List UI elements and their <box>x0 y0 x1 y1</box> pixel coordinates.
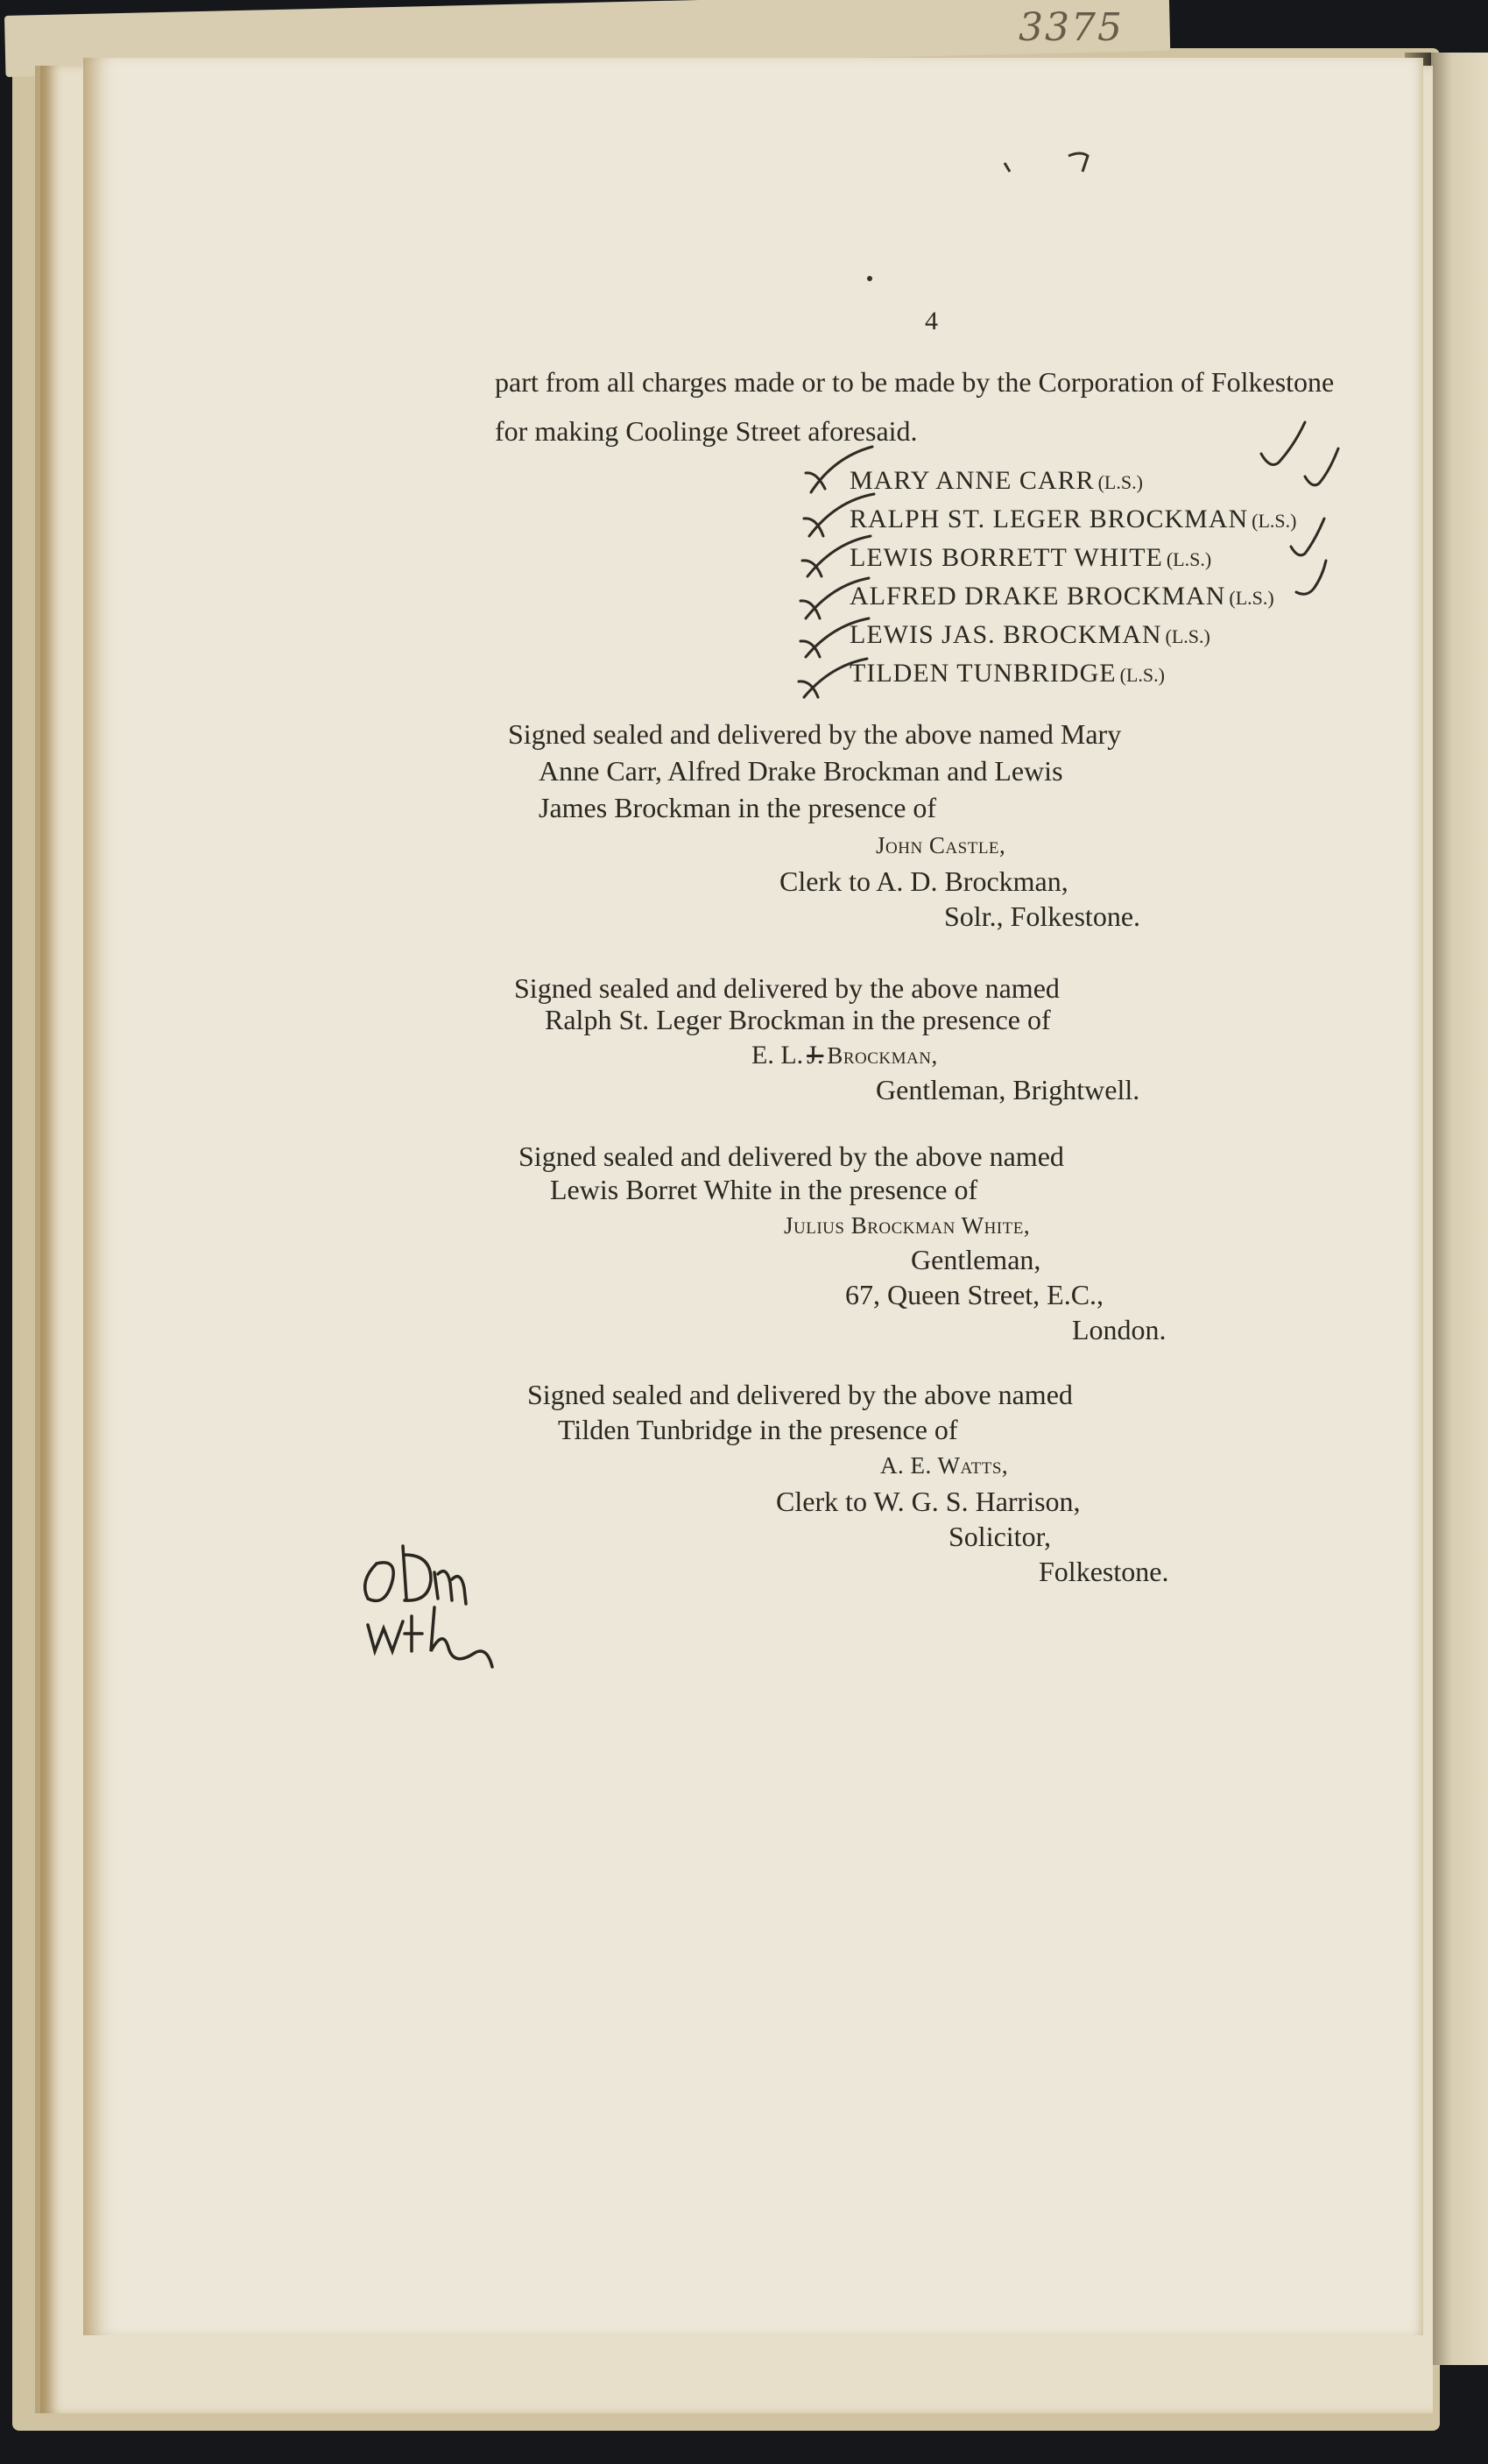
signatory-name: ALFRED DRAKE BROCKMAN <box>850 582 1226 611</box>
attestation-3-line-1: Signed sealed and delivered by the above named <box>518 1140 1064 1172</box>
opening-line-2: for making Coolinge Street aforesaid. <box>495 415 918 447</box>
seal-mark: (L.S.) <box>1229 587 1274 609</box>
attestation-4-line-1: Signed sealed and delivered by the above named <box>527 1379 1073 1410</box>
seal-mark: (L.S.) <box>1097 471 1143 493</box>
attestation-1-line-3: James Brockman in the presence of <box>539 792 937 823</box>
seal-mark: (L.S.) <box>1166 548 1212 570</box>
signatory-3 <box>850 543 1211 573</box>
attestation-3-detail-1: Gentleman, <box>911 1244 1041 1275</box>
opening-line-1: part from all charges made or to be made by the Corporation of Folkestone <box>495 366 1335 398</box>
seal-mark: (L.S.) <box>1252 510 1297 532</box>
attestation-1-line-2: Anne Carr, Alfred Drake Brockman and Lewis <box>539 755 1063 787</box>
attestation-1-line-1: Signed sealed and delivered by the above named Mary <box>508 718 1122 750</box>
attestation-1-detail-2: Solr., Folkestone. <box>944 900 1141 932</box>
witness-surname: Brockman, <box>827 1042 938 1069</box>
signatory-4 <box>850 582 1274 611</box>
attestation-3-line-2: Lewis Borret White in the presence of <box>550 1174 978 1205</box>
signatory-2 <box>850 505 1296 534</box>
signatory-name: LEWIS JAS. BROCKMAN <box>850 620 1162 649</box>
attestation-2-detail-1: Gentleman, Brightwell. <box>876 1074 1140 1105</box>
seal-mark: (L.S.) <box>1119 664 1165 686</box>
attestation-4-witness: A. E. Watts, <box>880 1452 1009 1479</box>
signatory-name: LEWIS BORRETT WHITE <box>850 543 1163 572</box>
page-number: 4 <box>925 307 938 335</box>
signatory-1 <box>850 466 1143 496</box>
attestation-2-witness <box>751 1041 938 1070</box>
folio-number: 3375 <box>1019 5 1124 50</box>
paper-stains <box>83 58 1423 408</box>
witness-initials: E. L. <box>751 1041 804 1070</box>
handwritten-initials <box>350 1529 508 1669</box>
seal-mark: (L.S.) <box>1165 625 1210 647</box>
signatory-6 <box>850 659 1165 688</box>
facing-page-edge <box>1428 53 1488 2365</box>
struck-initial: J. <box>807 1041 824 1070</box>
handwritten-checkmarks <box>1252 420 1358 631</box>
attestation-3-detail-3: London. <box>1072 1314 1167 1345</box>
attestation-4-line-2: Tilden Tunbridge in the presence of <box>558 1414 958 1445</box>
attestation-3-witness: Julius Brockman White, <box>784 1212 1031 1239</box>
attestation-4-detail-1: Clerk to W. G. S. Harrison, <box>776 1486 1081 1517</box>
attestation-1-witness: John Castle, <box>876 832 1006 858</box>
signatory-name: RALPH ST. LEGER BROCKMAN <box>850 505 1249 533</box>
signatory-name: MARY ANNE CARR <box>850 466 1095 495</box>
signatory-name: TILDEN TUNBRIDGE <box>850 659 1117 688</box>
attestation-4-detail-3: Folkestone. <box>1039 1556 1169 1587</box>
attestation-4-detail-2: Solicitor, <box>949 1521 1051 1552</box>
signatory-5 <box>850 620 1210 650</box>
attestation-2-line-2: Ralph St. Leger Brockman in the presence of <box>545 1004 1051 1035</box>
attestation-1-detail-1: Clerk to A. D. Brockman, <box>779 865 1068 897</box>
handwritten-crosses <box>788 438 893 701</box>
attestation-2-line-1: Signed sealed and delivered by the above named <box>514 972 1060 1004</box>
attestation-3-detail-2: 67, Queen Street, E.C., <box>845 1279 1104 1310</box>
